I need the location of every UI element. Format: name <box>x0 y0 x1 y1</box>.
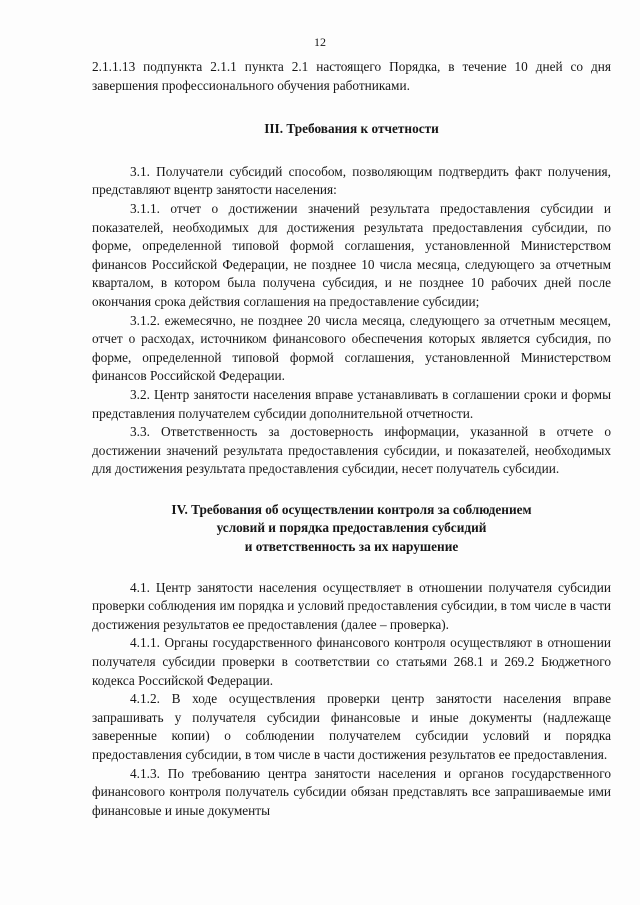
paragraph-4-1-2: 4.1.2. В ходе осуществления проверки центр занятости населения вправе запрашивать у получателя субсидии финансовые и иные документы (надлежаще заверенные копии) о соблюдении получателем субсидии условий и порядка предоставления субсидии, в том числе в части достижения результатов ее предоставления. <box>92 691 611 762</box>
section-4-heading-line-1: IV. Требования об осуществлении контроля за соблюдением <box>171 501 532 517</box>
paragraph-4-1-1: 4.1.1. Органы государственного финансового контроля осуществляют в отношении получателя субсидии проверки в соответствии со статьями 268.1 и 269.2 Бюджетного кодекса Российской Федерации. <box>92 635 611 688</box>
paragraph-4-1: 4.1. Центр занятости населения осуществляет в отношении получателя субсидии проверки соблюдения им порядка и условий предоставления субсидии, в том числе в части достижения результатов ее предоставления (далее – проверка). <box>92 579 611 632</box>
document-body <box>92 58 611 820</box>
page-number: 12 <box>314 35 326 49</box>
paragraph-3-1: 3.1. Получатели субсидий способом, позволяющим подтвердить факт получения, представляют вцентр занятости населения: <box>92 163 611 198</box>
paragraph-3-3: 3.3. Ответственность за достоверность информации, указанной в отчете о достижении значений результата предоставления субсидии, и показателей, необходимых для достижения результата предоставления субсидии, несет получатель субсидии. <box>92 424 611 477</box>
section-3-heading: III. Требования к отчетности <box>264 121 439 137</box>
section-4-heading-line-2: условий и порядка предоставления субсидий <box>216 520 487 536</box>
paragraph-4-1-3: 4.1.3. По требованию центра занятости населения и органов государственного финансового контроля получатель субсидии обязан представлять все запрашиваемые ими финансовые и иные документы <box>92 765 611 818</box>
section-4-heading <box>92 501 611 557</box>
intro-paragraph: 2.1.1.13 подпункта 2.1.1 пункта 2.1 настоящего Порядка, в течение 10 дней со дня завершения профессионального обучения работниками. <box>92 59 611 93</box>
paragraph-3-1-2: 3.1.2. ежемесячно, не позднее 20 числа месяца, следующего за отчетным месяцем, отчет о расходах, источником финансового обеспечения которых является субсидия, по форме, определенной типовой формой соглашения, установленной Министерством финансов Российской Федерации. <box>92 312 611 384</box>
paragraph-3-2: 3.2. Центр занятости населения вправе устанавливать в соглашении сроки и формы представления получателем субсидии дополнительной отчетности. <box>92 386 611 421</box>
paragraph-3-1-1: 3.1.1. отчет о достижении значений результата предоставления субсидии и показателей, необходимых для достижения результата предоставления субсидии, по форме, определенной типовой формой соглашения, установленной Министерством финансов Российской Федерации, не позднее 10 числа месяца, следующего за отчетным кварталом, в котором была получена субсидия, и не позднее 10 рабочих дней после окончания срока действия соглашения на предоставление субсидии; <box>92 200 611 309</box>
section-4-heading-line-3: и ответственность за их нарушение <box>244 539 459 555</box>
